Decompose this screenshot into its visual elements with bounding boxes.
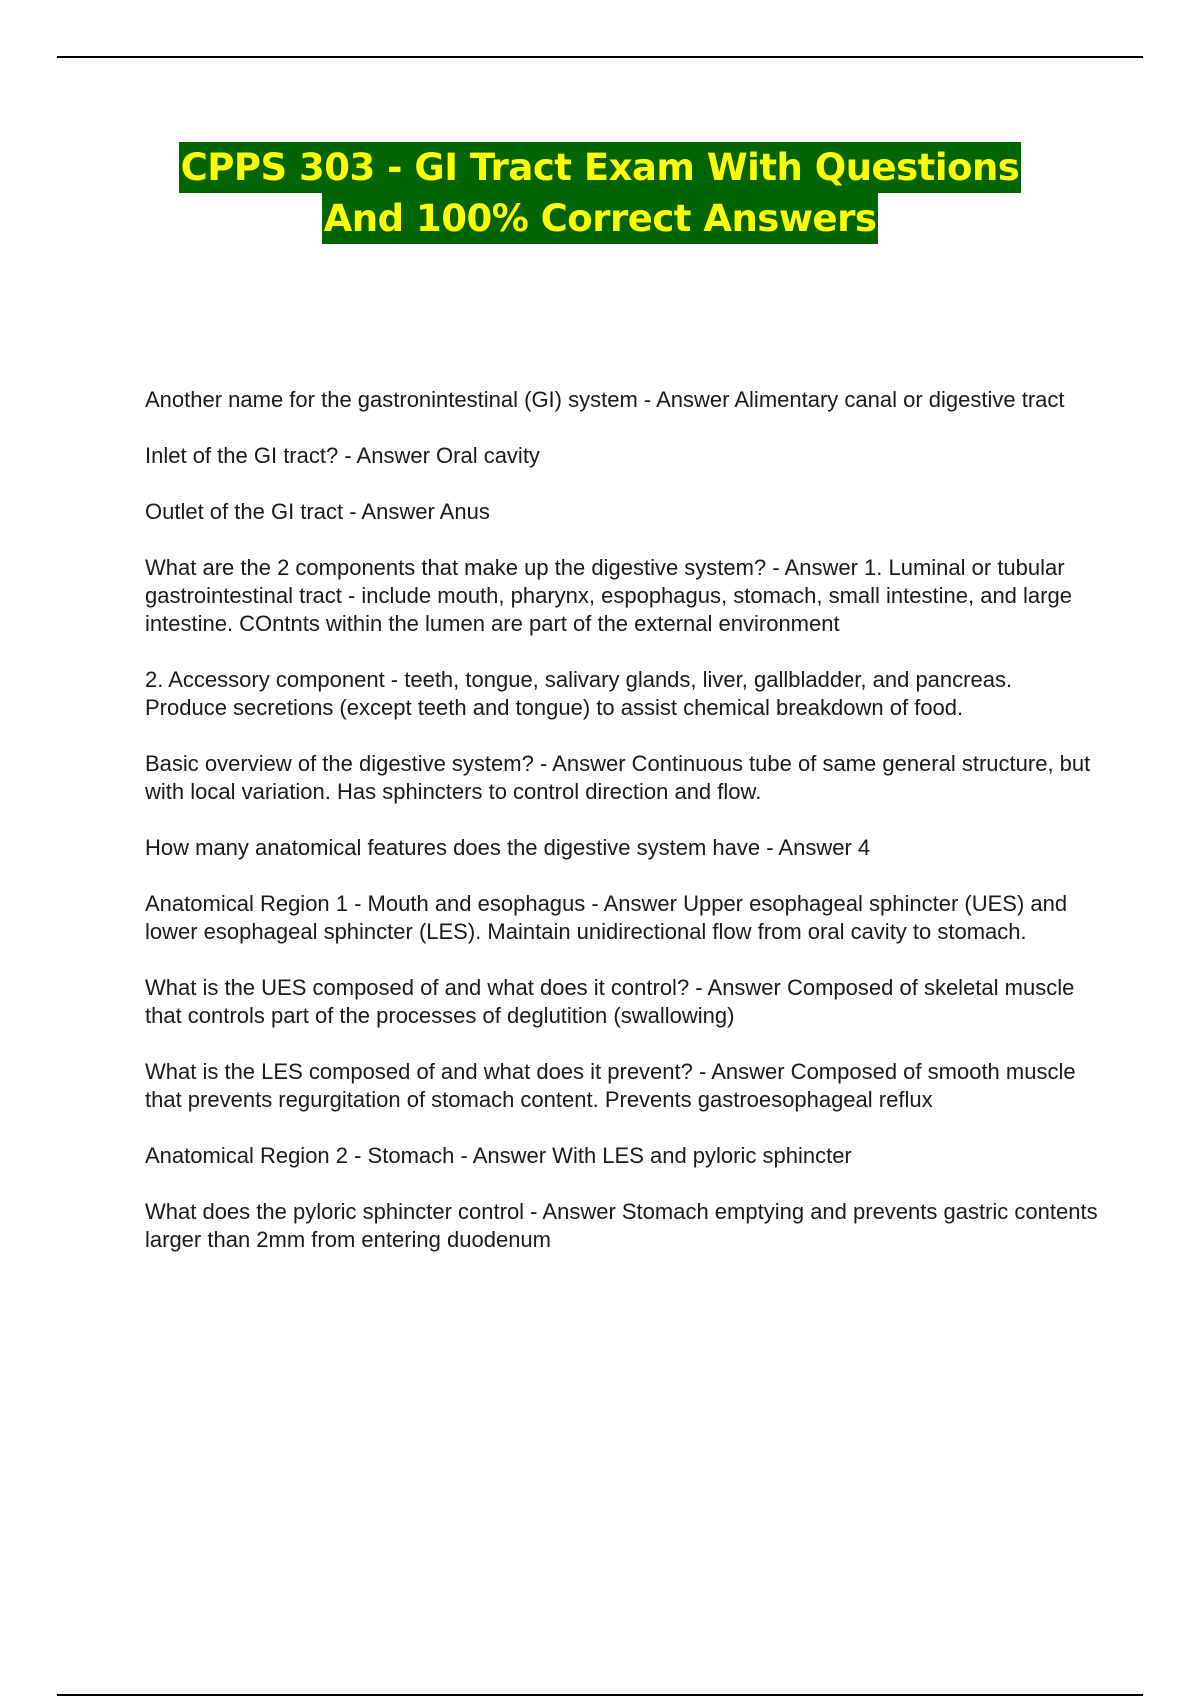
qa-entry-6: Basic overview of the digestive system? - Answer Continuous tube of same general structure, but with local variation. Has sphincters to control direction and flow.	[145, 751, 1091, 804]
top-rule	[57, 56, 1143, 58]
title-line-1: CPPS 303 - GI Tract Exam With Questions	[179, 142, 1022, 193]
qa-entry-5: 2. Accessory component - teeth, tongue, salivary glands, liver, gallbladder, and pancreas. Produce secretions (except teeth and tongue) to assist chemical breakdown of food.	[145, 667, 1013, 720]
bottom-rule	[57, 1694, 1143, 1696]
qa-list	[145, 386, 1100, 1282]
qa-entry-8: Anatomical Region 1 - Mouth and esophagus - Answer Upper esophageal sphincter (UES) and lower esophageal sphincter (LES). Maintain unidirectional flow from oral cavity to stomach.	[145, 891, 1068, 944]
qa-entry-3: Outlet of the GI tract - Answer Anus	[145, 499, 490, 524]
qa-entry-1: Another name for the gastronintestinal (GI) system - Answer Alimentary canal or digestive tract	[145, 387, 1065, 412]
qa-entry-2: Inlet of the GI tract? - Answer Oral cavity	[145, 443, 540, 468]
qa-entry-12: What does the pyloric sphincter control - Answer Stomach emptying and prevents gastric contents larger than 2mm from entering duodenum	[145, 1199, 1098, 1252]
qa-entry-9: What is the UES composed of and what does it control? - Answer Composed of skeletal muscle that controls part of the processes of deglutition (swallowing)	[145, 975, 1075, 1028]
qa-entry-11: Anatomical Region 2 - Stomach - Answer With LES and pyloric sphincter	[145, 1143, 852, 1168]
qa-entry-7: How many anatomical features does the digestive system have - Answer 4	[145, 835, 871, 860]
qa-entry-4: What are the 2 components that make up the digestive system? - Answer 1. Luminal or tubular gastrointestinal tract - include mouth, pharynx, espophagus, stomach, small intestine, and large intestine. COntnts within the lumen are part of the external environment	[145, 555, 1072, 636]
qa-entry-10: What is the LES composed of and what does it prevent? - Answer Composed of smooth muscle that prevents regurgitation of stomach content. Prevents gastroesophageal reflux	[145, 1059, 1076, 1112]
title-line-2: And 100% Correct Answers	[322, 193, 879, 244]
document-title	[0, 142, 1200, 244]
